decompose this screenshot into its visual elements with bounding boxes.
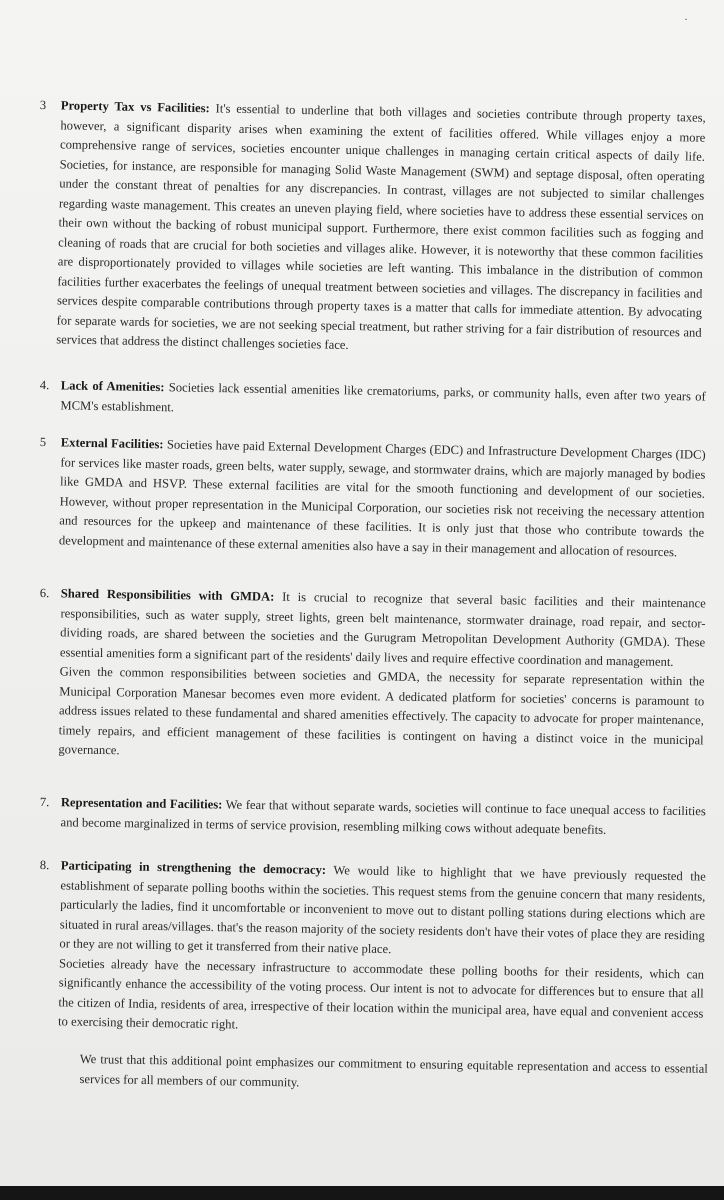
list-item-lack-of-amenities	[39, 376, 706, 427]
list-item-representation	[39, 793, 705, 841]
closing-paragraph: We trust that this additional point emphasizes our commitment to ensuring equitable representation and access to essential services for all members of our community.	[79, 1051, 708, 1089]
item-heading: External Facilities:	[60, 435, 164, 452]
list-item-democracy	[37, 856, 706, 1043]
item-heading: Shared Responsibilities with GMDA:	[60, 586, 275, 604]
item-body	[56, 96, 706, 362]
item-text: Societies lack essential amenities like crematoriums, parks, or community halls, even after two years of MCM's establishment.	[60, 380, 706, 414]
item-number: 8.	[39, 857, 50, 873]
item-text-continued: Societies already have the necessary infrastructure to accommodate these polling booths for their residents, which can significantly enhance the accessibility of the voting process. Our intent is not to advocate for differences but to ensure that all the citizen of India, residents of area, irrespective of their location within the municipal area, have equal and convenient access to exercising their democratic right.	[57, 955, 705, 1032]
item-heading: Representation and Facilities:	[60, 795, 223, 812]
item-body	[58, 584, 706, 770]
item-text: Societies have paid External Development Charges (EDC) and Infrastructure Development Charges (IDC) for services like master roads, green belts, water supply, sewage, and stormwater drains, which are majorly managed by bodies like GMDA and HSVP. These external facilities are vital for the smooth functioning and development of our societies. However, without proper representation in the Municipal Corporation, our societies risk not receiving the necessary attention and resources for the upkeep and maintenance of these facilities. It is only just that those who contribute towards the development and maintenance of these external amenities also have a say in their management and allocation of resources.	[58, 437, 706, 559]
item-number: 6.	[39, 585, 50, 601]
bottom-edge-strip	[0, 1186, 724, 1200]
item-heading: Participating in strengthening the democracy:	[60, 858, 327, 877]
item-number: 7.	[39, 794, 50, 810]
item-body	[60, 793, 705, 841]
list-item-shared-responsibilities	[37, 584, 706, 770]
corner-mark: ·	[684, 12, 688, 26]
list-item-property-tax	[35, 96, 706, 362]
item-text-continued: Given the common responsibilities between societies and GMDA, the necessity for separate representation within the Municipal Corporation Manesar becomes even more evident. A dedicated platform for societies' concerns is paramount to address issues related to these fundamental and shared amenities effectively. The capacity to advocate for proper maintenance, timely repairs, and efficient management of these facilities is contingent on having a distinct voice in the municipal governance.	[58, 664, 705, 758]
item-number: 4.	[39, 377, 50, 393]
item-heading: Lack of Amenities:	[60, 378, 165, 395]
list-item-external-facilities	[38, 433, 706, 563]
item-text: It's essential to underline that both villages and societies contribute through property taxes, however, a significant disparity arises when examining the extent of facilities offered. While villages enjoy a more comprehensive range of services, societies encounter unique challenges in managing certain critical aspects of daily life. Societies, for instance, are responsible for managing Solid Waste Management (SWM) and septage disposal, often operating under the constant threat of penalties for any discrepancies. In contrast, villages are not subjected to similar challenges regarding waste management. This creates an uneven playing field, where societies have to address these essential services on their own without the backing of robust municipal support. Furthermore, there exist common facilities such as fogging and cleaning of roads that are crucial for both societies and villages alike. However, it is noteworthy that these common facilities are disproportionately provided to villages while societies are left wanting. This imbalance in the distribution of common facilities further exacerbates the feelings of unequal treatment between societies and villages. The discrepancy in facilities and services despite comparable contributions through property taxes is a matter that calls for immediate attention. By advocating for separate wards for societies, we are not seeking special treatment, but rather striving for a fair distribution of resources and services that address the distinct challenges societies face.	[56, 101, 706, 352]
item-heading: Property Tax vs Facilities:	[60, 98, 210, 116]
item-number: 3	[39, 97, 47, 113]
item-text: It is crucial to recognize that several basic facilities and their maintenance responsibilities, such as water supply, street lights, green belt maintenance, stormwater drainage, road repair, and sector-dividing roads, are shared between the societies and the Gurugram Metropolitan Development Authority (GMDA). These essential amenities form a significant part of the residents' daily lives and require effective coordination and management.	[59, 589, 706, 669]
item-body	[58, 856, 706, 1043]
item-text: We would like to highlight that we have previously requested the establishment of separate polling booths within the societies. This request stems from the genuine concern that many residents, particularly the ladies, find it uncomfortable or inconvenient to move out to distant polling stations during elections which are situated in rural areas/villages. that's the reason majority of the society residents don't have their votes of place they are residing or they are not willing to get it transferred from their native place.	[59, 863, 706, 957]
item-number: 5	[39, 434, 47, 450]
item-body	[59, 433, 706, 562]
item-body	[60, 376, 706, 426]
item-text: We fear that without separate wards, societies will continue to face unequal access to facilities and become marginalized in terms of service provision, resembling milking cows without adequate benefits.	[60, 797, 706, 837]
